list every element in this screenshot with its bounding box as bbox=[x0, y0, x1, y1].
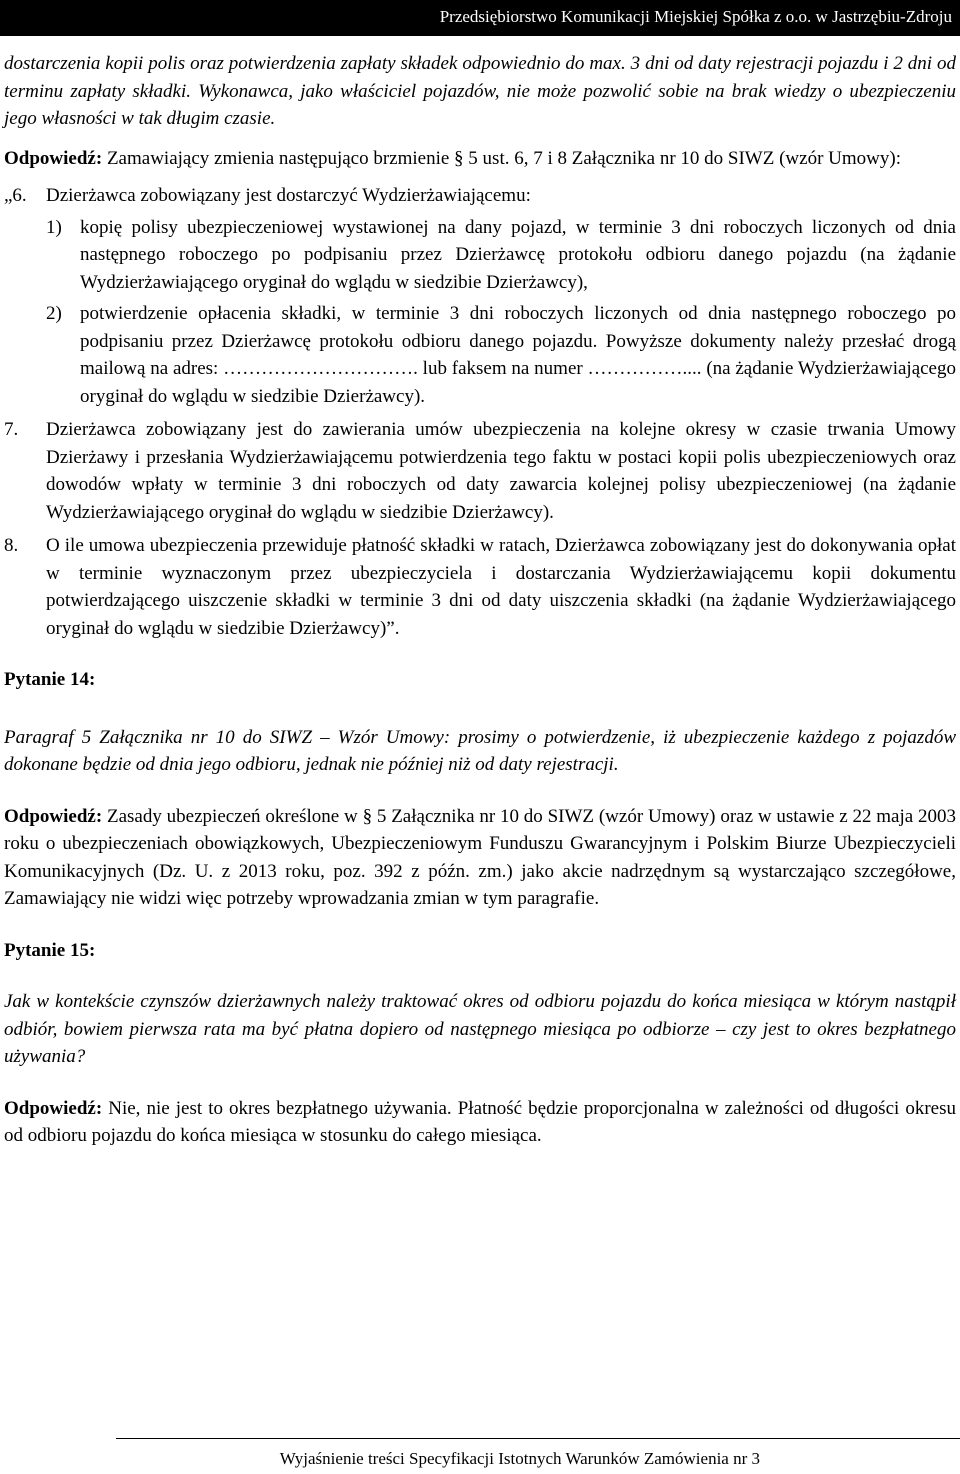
intro-question-continuation: dostarczenia kopii polis oraz potwierdzenia zapłaty składek odpowiednio do max. 3 dni od daty rejestracji pojazdu i 2 dni od terminu zapłaty składki. Wykonawca, jako właściciel pojazdów, nie może pozwolić sobie na brak wiedzy o ubezpieczeniu jego własności w tak długim czasie. bbox=[4, 53, 956, 129]
document-body bbox=[4, 50, 956, 1150]
page-header bbox=[0, 0, 960, 36]
clause-number: 8. bbox=[4, 535, 19, 556]
clause-8 bbox=[4, 532, 956, 642]
question-14-text: Paragraf 5 Załącznika nr 10 do SIWZ – Wzór Umowy: prosimy o potwierdzenie, iż ubezpieczenie każdego z pojazdów dokonane będzie od dnia jego odbioru, jednak nie później niż od daty rejestracji. bbox=[4, 726, 956, 775]
answer-text: Zamawiający zmienia następująco brzmienie § 5 ust. 6, 7 i 8 Załącznika nr 10 do SIWZ (wzór Umowy): bbox=[102, 147, 901, 169]
answer-text: Zasady ubezpieczeń określone w § 5 Załącznika nr 10 do SIWZ (wzór Umowy) oraz w ustawie z 22 maja 2003 roku o ubezpieczeniach obowiązkowych, Ubezpieczeniowym Funduszu Gwarancyjnym i Polskim Biurze Ubezpieczycieli Komunikacyjnych (Dz. U. z 2013 roku, poz. 392 z późn. zm.) jako akcie nadrzędnym są wystarczająco szczegółowe, Zamawiający nie widzi więc potrzeby wprowadzania zmian w tym paragrafie. bbox=[4, 805, 956, 909]
question-15-text: Jak w kontekście czynszów dzierżawnych należy traktować okres od odbioru pojazdu do końca miesiąca w którym nastąpił odbiór, bowiem pierwsza rata ma być płatna dopiero od następnego miesiąca po odbiorze – czy jest to okres bezpłatnego używania? bbox=[4, 991, 956, 1067]
sub-text: kopię polisy ubezpieczeniowej wystawionej na dany pojazd, w terminie 3 dni roboczych liczonych od dnia następnego roboczego po podpisaniu przez Dzierżawcę protokołu odbioru danego pojazdu (na żądanie Wydzierżawiającego oryginał do wglądu w siedzibie Dzierżawcy), bbox=[80, 216, 956, 293]
answer-text: Nie, nie jest to okres bezpłatnego używania. Płatność będzie proporcjonalna w zależności od długości okresu od odbioru pojazdu do końca miesiąca w stosunku do całego miesiąca. bbox=[4, 1097, 956, 1146]
sub-text: potwierdzenie opłacenia składki, w terminie 3 dni roboczych liczonych od dnia następnego roboczego po podpisaniu przez Dzierżawcę protokołu odbioru danego pojazdu. Powyższe dokumenty należy przesłać drogą mailową na adres: …………………………. lub faksem na numer …………….... (na żądanie Wydzierżawiającego oryginał do wglądu w siedzibie Dzierżawcy). bbox=[80, 303, 956, 407]
answer-label: Odpowiedź: bbox=[4, 1097, 103, 1119]
question-15-title: Pytanie 15: bbox=[4, 939, 96, 961]
answer-label: Odpowiedź: bbox=[4, 805, 103, 827]
sub-number: 1) bbox=[46, 216, 62, 238]
question-14-title: Pytanie 14: bbox=[4, 669, 96, 690]
page-footer: Wyjaśnienie treści Specyfikacji Istotnych Warunków Zamówienia nr 3 bbox=[279, 1449, 760, 1468]
clause-number: „6. bbox=[4, 185, 27, 206]
clause-text: Dzierżawca zobowiązany jest do zawierania umów ubezpieczenia na kolejne okresy w czasie trwania Umowy Dzierżawy i przesłania Wydzierżawiającemu potwierdzenia tego faktu w postaci kopii polis ubezpieczeniowych oraz dowodów wpłaty w terminie 3 dni roboczych od daty zawarcia kolejnej polisy ubezpieczeniowej (na żądanie Wydzierżawiającego oryginał do wglądu w siedzibie Dzierżawcy). bbox=[46, 419, 956, 523]
intro-answer bbox=[4, 145, 956, 173]
clause-text: O ile umowa ubezpieczenia przewiduje płatność składki w ratach, Dzierżawca zobowiązany jest do dokonywania opłat w terminie wyznaczonym przez ubezpieczyciela i dostarczania Wydzierżawiającemu kopii dokumentu potwierdzającego uiszczenie składki w terminie 3 dni od daty uiszczenia składki (na żądanie Wydzierżawiającego oryginał do wglądu w siedzibie Dzierżawcy)”. bbox=[46, 535, 956, 639]
footer-divider bbox=[116, 1438, 960, 1439]
clause-6-item-2 bbox=[46, 300, 956, 410]
clause-number: 7. bbox=[4, 419, 19, 440]
question-15-answer bbox=[4, 1095, 956, 1150]
clause-text: Dzierżawca zobowiązany jest dostarczyć Wydzierżawiającemu: bbox=[46, 185, 531, 206]
clause-6 bbox=[4, 182, 956, 210]
answer-label: Odpowiedź: bbox=[4, 147, 103, 169]
header-title: Przedsiębiorstwo Komunikacji Miejskiej Spółka z o.o. w Jastrzębiu-Zdroju bbox=[439, 7, 952, 26]
clause-7 bbox=[4, 416, 956, 526]
clause-6-item-1 bbox=[46, 214, 956, 297]
sub-number: 2) bbox=[46, 303, 62, 324]
question-14-answer bbox=[4, 803, 956, 913]
